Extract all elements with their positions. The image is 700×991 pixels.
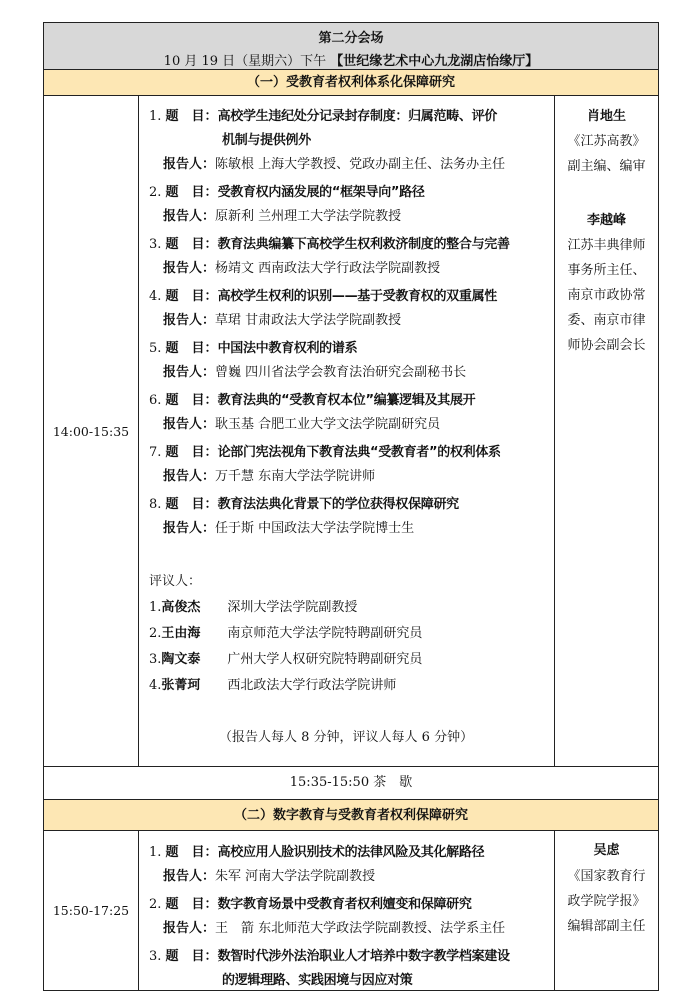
chair-2-line-1: 江苏丰典律师 — [567, 238, 646, 253]
talk-5-title: 5. 题 目：中国法中教育权利的谱系 — [149, 341, 358, 356]
session2-title: （二）数字教育与受教育者权利保障研究 — [43, 799, 659, 831]
talk-4-title: 4. 题 目：高校学生权利的识别——基于受教育权的双重属性 — [149, 289, 497, 304]
s2-chair-1-line-3: 编辑部副主任 — [567, 919, 646, 934]
session2-chairs — [554, 830, 659, 991]
talk-8-title: 8. 题 目：教育法法典化背景下的学位获得权保障研究 — [149, 497, 459, 512]
schedule-table — [43, 22, 659, 988]
talk-2-reporter: 报告人：原新利 兰州理工大学法学院教授 — [163, 209, 402, 224]
venue-title: 第二分会场 — [318, 31, 384, 46]
talk-4-reporter: 报告人：草珺 甘肃政法大学法学院副教授 — [163, 313, 402, 328]
s2-talk-2-reporter: 报告人：王 箭 东北师范大学政法学院副教授、法学系主任 — [163, 921, 506, 936]
s2-chair-1-line-2: 政学院学报》 — [567, 894, 646, 909]
session2-talks — [138, 830, 555, 991]
chair-1-name: 肖地生 — [586, 109, 626, 124]
session1-time: 14:00-15:35 — [43, 95, 139, 767]
s2-chair-1-name: 吴虑 — [593, 843, 620, 858]
commentator-1: 1.高俊杰 深圳大学法学院副教授 — [149, 600, 358, 615]
venue-place: 【世纪缘艺术中心九龙湖店怡缘厅】 — [330, 54, 539, 69]
chair-2-line-4: 委、南京市律 — [567, 313, 646, 328]
date-text: 10 月 19 日（星期六）下午 — [163, 54, 327, 69]
chair-2-name: 李越峰 — [586, 213, 626, 228]
session1-chairs — [554, 95, 659, 767]
talk-3-reporter: 报告人：杨靖文 西南政法大学行政法学院副教授 — [163, 261, 441, 276]
commentator-3: 3.陶文泰 广州大学人权研究院特聘副研究员 — [149, 652, 423, 667]
session1-talks — [138, 95, 555, 767]
venue-header — [43, 22, 659, 70]
commentators-label: 评议人： — [149, 574, 202, 589]
talk-6-title: 6. 题 目：教育法典的“受教育权本位”编纂逻辑及其展开 — [149, 393, 476, 408]
s2-talk-3-title: 3. 题 目：数智时代涉外法治职业人才培养中数字教学档案建设 — [149, 949, 510, 964]
talk-3-title: 3. 题 目：教育法典编纂下高校学生权利救济制度的整合与完善 — [149, 237, 510, 252]
chair-2-line-5: 师协会副会长 — [567, 338, 646, 353]
talk-6-reporter: 报告人：耿玉基 合肥工业大学文法学院副研究员 — [163, 417, 441, 432]
time-note: （报告人每人 8 分钟，评议人每人 6 分钟） — [219, 730, 474, 745]
talk-1-reporter: 报告人：陈敏根 上海大学教授、党政办副主任、法务办主任 — [163, 157, 506, 172]
date-line — [44, 50, 658, 69]
s2-talk-3-title-cont: 的逻辑理路、实践困境与因应对策 — [222, 973, 413, 988]
s2-talk-1-reporter: 报告人：朱军 河南大学法学院副教授 — [163, 869, 376, 884]
talk-7-reporter: 报告人：万千慧 东南大学法学院讲师 — [163, 469, 376, 484]
s2-talk-2-title: 2. 题 目：数字教育场景中受教育者权利嬗变和保障研究 — [149, 897, 472, 912]
talk-5-reporter: 报告人：曾巍 四川省法学会教育法治研究会副秘书长 — [163, 365, 467, 380]
session1-title: （一）受教育者权利体系化保障研究 — [43, 69, 659, 96]
commentator-2: 2.王由海 南京师范大学法学院特聘副研究员 — [149, 626, 423, 641]
chair-2-line-3: 南京市政协常 — [567, 288, 646, 303]
s2-talk-1-title: 1. 题 目：高校应用人脸识别技术的法律风险及其化解路径 — [149, 845, 485, 860]
talk-1-title-cont: 机制与提供例外 — [222, 133, 311, 148]
chair-2-line-2: 事务所主任、 — [567, 263, 646, 278]
chair-1-line-1: 《江苏高教》 — [567, 134, 646, 149]
talk-1-title: 1. 题 目：高校学生违纪处分记录封存制度：归属范畴、评价 — [149, 109, 497, 124]
talk-8-reporter: 报告人：任于斯 中国政法大学法学院博士生 — [163, 521, 415, 536]
talk-7-title: 7. 题 目：论部门宪法视角下教育法典“受教育者”的权利体系 — [149, 445, 501, 460]
talk-2-title: 2. 题 目：受教育权内涵发展的“框架导向”路径 — [149, 185, 425, 200]
commentator-4: 4.张菁珂 西北政法大学行政法学院讲师 — [149, 678, 397, 693]
session2-time: 15:50-17:25 — [43, 830, 139, 991]
tea-break: 15:35-15:50 茶 歇 — [43, 766, 659, 800]
s2-chair-1-line-1: 《国家教育行 — [567, 869, 646, 884]
chair-1-line-2: 副主编、编审 — [567, 159, 646, 174]
